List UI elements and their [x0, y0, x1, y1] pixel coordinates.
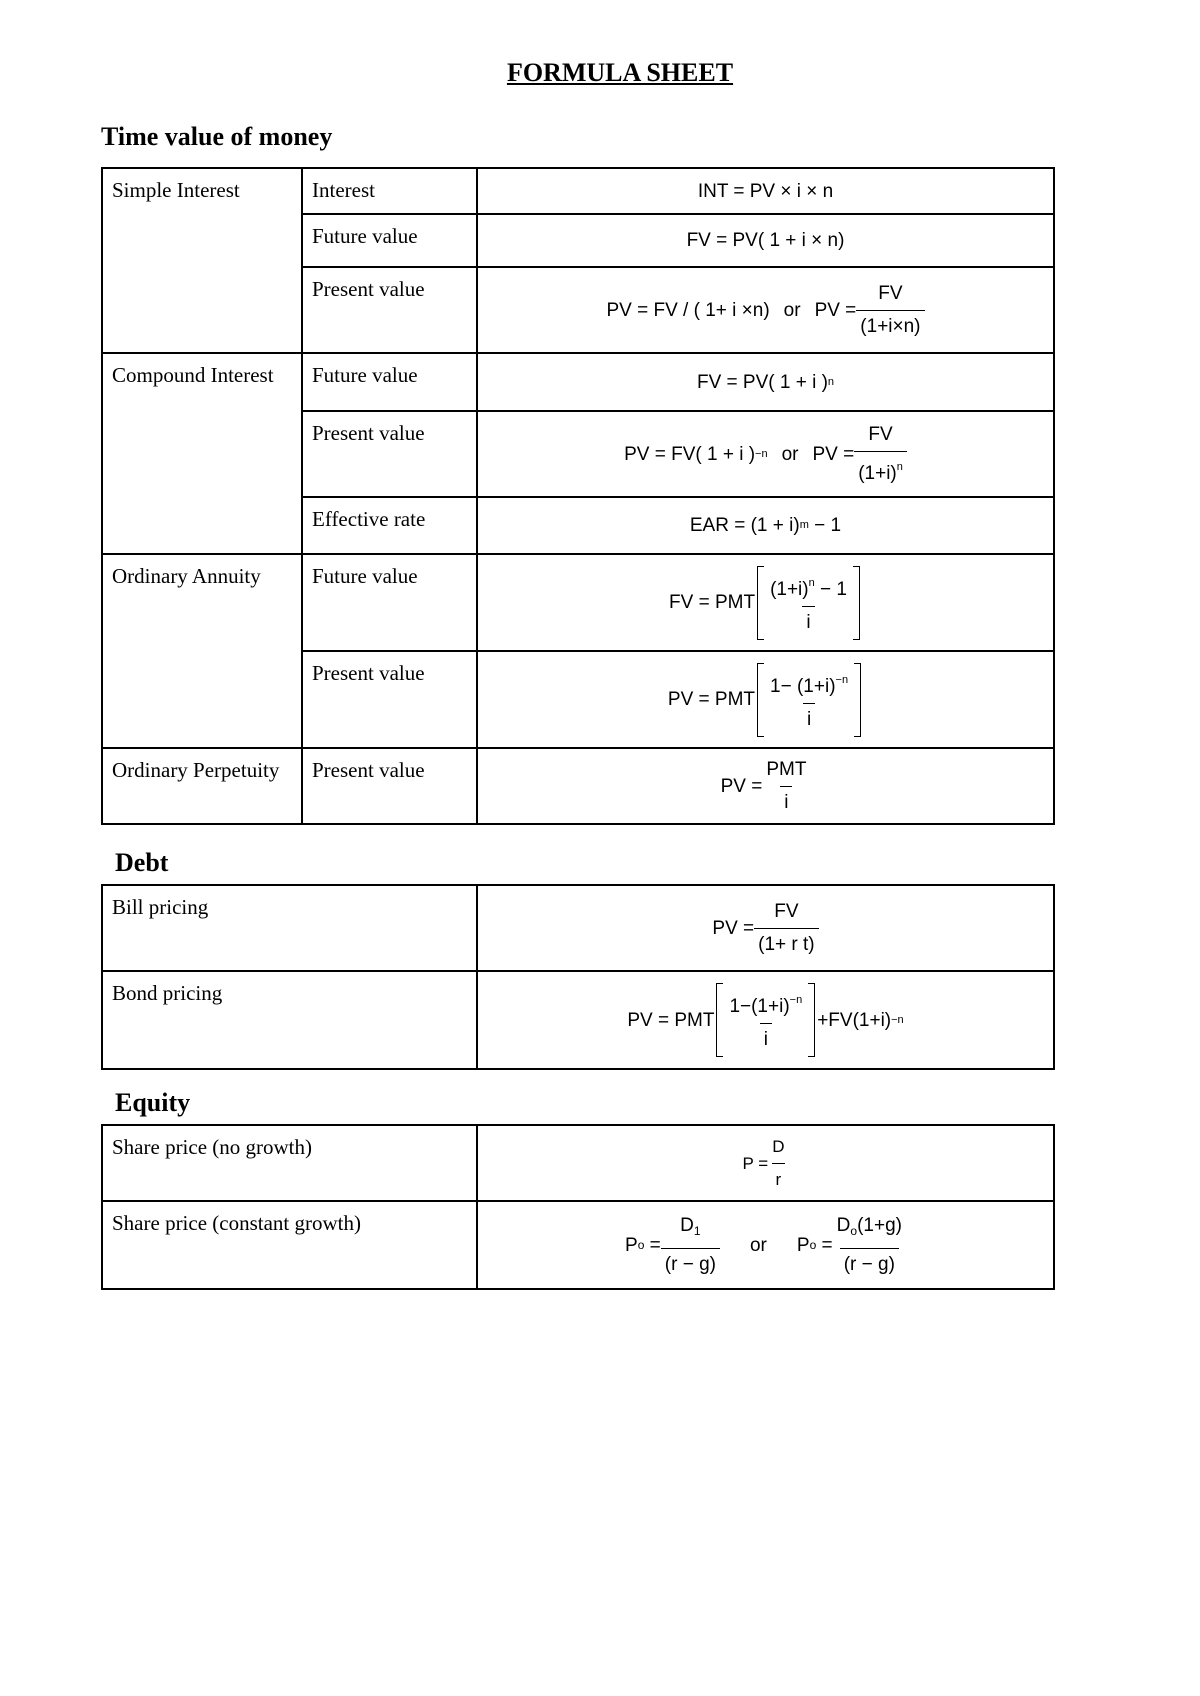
row-label: Future value — [302, 353, 477, 411]
formula-text: (1+i) — [796, 675, 836, 697]
table-row — [102, 971, 1054, 1069]
formula-share-constant-growth — [477, 1201, 1054, 1289]
formula-text: 1− — [770, 675, 792, 697]
formula-text: PV = FV / ( 1+ i ×n) — [606, 299, 770, 321]
numerator — [725, 987, 806, 1023]
formula-text: P — [625, 1234, 638, 1256]
formula-ear — [477, 497, 1054, 554]
formula-text: PV = — [720, 775, 763, 797]
formula-text: PV = — [712, 917, 755, 939]
exponent: −n — [789, 994, 803, 1006]
fraction — [762, 756, 810, 816]
table-row — [102, 554, 1054, 651]
formula-text: − 1 — [814, 515, 842, 536]
row-label: Present value — [302, 411, 477, 497]
numerator: FV — [774, 901, 799, 922]
formula-simple-interest — [477, 168, 1054, 214]
table-row — [102, 168, 1054, 214]
subscript: o — [850, 1224, 858, 1238]
formula-text: D — [680, 1215, 694, 1236]
numerator: FV — [868, 424, 893, 445]
row-label: Share price (constant growth) — [102, 1201, 477, 1289]
formula-text: P — [796, 1234, 810, 1256]
bracket — [757, 566, 860, 640]
section-heading-debt: Debt — [115, 848, 169, 877]
subscript: 1 — [693, 1224, 701, 1238]
row-label: Future value — [302, 554, 477, 651]
formula-text: = — [649, 1234, 661, 1256]
group-ordinary-perpetuity: Ordinary Perpetuity — [102, 748, 302, 824]
fraction — [856, 280, 924, 340]
numerator: D — [772, 1137, 785, 1156]
subscript: o — [637, 1237, 645, 1252]
formula-annuity-fv — [477, 554, 1054, 651]
row-label: Share price (no growth) — [102, 1125, 477, 1201]
formula-text: EAR = (1 + i) — [689, 515, 800, 536]
denominator: i — [760, 1023, 772, 1053]
numerator — [766, 570, 851, 606]
formula-text: (1+i) — [751, 996, 790, 1017]
row-label: Present value — [302, 651, 477, 748]
fraction — [854, 421, 907, 487]
table-row — [102, 885, 1054, 971]
formula-text: P = — [742, 1153, 769, 1173]
section-heading-equity: Equity — [115, 1088, 191, 1117]
denominator: i — [780, 786, 792, 816]
exponent: n — [808, 576, 815, 589]
formula-text: FV = PV( 1 + i ) — [696, 371, 828, 393]
bracket — [716, 983, 815, 1057]
exponent: −n — [835, 673, 849, 686]
formula-text: PV = FV( 1 + i ) — [624, 443, 756, 465]
formula-or: or — [781, 443, 799, 465]
denominator: (r − g) — [840, 1248, 899, 1278]
formula-perpetuity-pv — [477, 748, 1054, 824]
numerator — [766, 667, 852, 703]
formula-compound-fv — [477, 353, 1054, 411]
formula-simple-pv — [477, 267, 1054, 353]
table-row — [102, 353, 1054, 411]
denominator: i — [803, 703, 815, 733]
denominator: (1+i×n) — [856, 310, 924, 340]
formula-bond-pricing — [477, 971, 1054, 1069]
fraction — [661, 1212, 720, 1278]
formula-share-no-growth — [477, 1125, 1054, 1201]
formula-text: − 1 — [820, 578, 847, 600]
formula-annuity-pv — [477, 651, 1054, 748]
formula-text: FV = PV( 1 + i × n) — [686, 230, 845, 251]
formula-text: (1+i) — [858, 463, 897, 484]
formula-text: (1+g) — [857, 1215, 902, 1236]
bracket — [757, 663, 861, 737]
denominator — [854, 451, 907, 487]
formula-text: D — [836, 1215, 851, 1236]
fraction — [725, 987, 806, 1053]
formula-text: PV = PMT — [667, 689, 756, 710]
debt-table — [101, 884, 1055, 1070]
group-compound-interest: Compound Interest — [102, 353, 302, 554]
formula-simple-fv — [477, 214, 1054, 267]
tvm-table — [101, 167, 1055, 825]
denominator: r — [772, 1163, 786, 1193]
formula-text: PV = — [814, 299, 857, 321]
section-heading-tvm: Time value of money — [101, 122, 333, 151]
exponent: n — [827, 375, 835, 388]
row-label: Bond pricing — [102, 971, 477, 1069]
fraction — [768, 1133, 788, 1193]
formula-text: 1− — [729, 996, 752, 1017]
fraction — [766, 667, 852, 733]
denominator: (1+ r t) — [754, 928, 818, 958]
row-label: Bill pricing — [102, 885, 477, 971]
row-label: Effective rate — [302, 497, 477, 554]
formula-or: or — [749, 1234, 767, 1256]
formula-text: FV = PMT — [669, 592, 756, 613]
row-label: Interest — [302, 168, 477, 214]
fraction — [833, 1212, 906, 1278]
numerator — [676, 1212, 704, 1248]
table-row — [102, 1201, 1054, 1289]
equity-table — [101, 1124, 1055, 1290]
formula-text: (1+i) — [770, 578, 809, 600]
formula-compound-pv — [477, 411, 1054, 497]
subscript: o — [809, 1237, 817, 1252]
table-row — [102, 748, 1054, 824]
table-row — [102, 1125, 1054, 1201]
numerator — [833, 1212, 906, 1248]
row-label: Present value — [302, 748, 477, 824]
exponent: −n — [891, 1013, 904, 1026]
formula-or: or — [783, 299, 801, 321]
group-ordinary-annuity: Ordinary Annuity — [102, 554, 302, 748]
formula-text: PV = — [812, 443, 855, 465]
exponent: n — [896, 461, 903, 473]
numerator: PMT — [766, 759, 807, 780]
formula-text: INT = PV × i × n — [697, 180, 834, 202]
page-title: FORMULA SHEET — [506, 58, 734, 87]
numerator: FV — [878, 283, 903, 304]
formula-text: PV = PMT — [627, 1009, 715, 1031]
denominator: (r − g) — [661, 1248, 720, 1278]
exponent: m — [799, 519, 809, 531]
fraction — [766, 570, 851, 636]
row-label: Future value — [302, 214, 477, 267]
formula-bill-pricing — [477, 885, 1054, 971]
formula-text: = — [821, 1234, 833, 1256]
denominator: i — [802, 606, 814, 636]
formula-text: +FV(1+i) — [817, 1009, 892, 1031]
group-simple-interest: Simple Interest — [102, 168, 302, 353]
exponent: −n — [755, 447, 768, 460]
row-label: Present value — [302, 267, 477, 353]
fraction — [754, 898, 818, 958]
